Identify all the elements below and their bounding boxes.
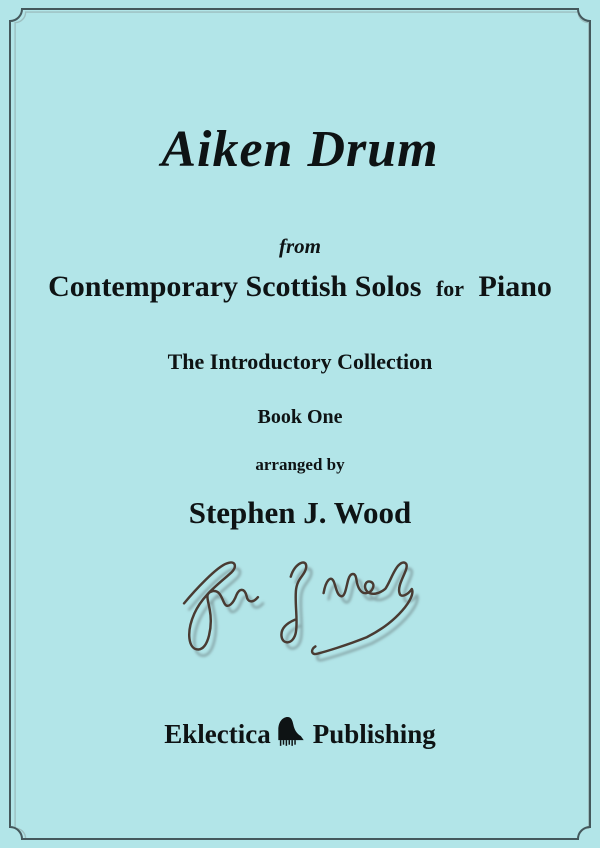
page-title: Aiken Drum <box>161 121 439 178</box>
series-title-part2: Piano <box>478 270 552 303</box>
from-label: from <box>279 234 321 258</box>
publisher-word1: Eklectica <box>164 719 271 749</box>
arranged-by-label: arranged by <box>255 455 345 474</box>
series-title-part1: Contemporary Scottish Solos <box>48 270 422 303</box>
collection-subtitle: The Introductory Collection <box>167 349 433 374</box>
book-number: Book One <box>257 406 343 428</box>
publisher-word2: Publishing <box>312 719 436 749</box>
signature <box>170 550 430 668</box>
grand-piano-icon <box>276 714 306 750</box>
series-title-for: for <box>435 276 465 301</box>
series-title <box>0 270 600 304</box>
arranger-name: Stephen J. Wood <box>188 495 412 530</box>
publisher-line <box>0 714 600 750</box>
signature-scrawl-icon <box>170 550 430 668</box>
